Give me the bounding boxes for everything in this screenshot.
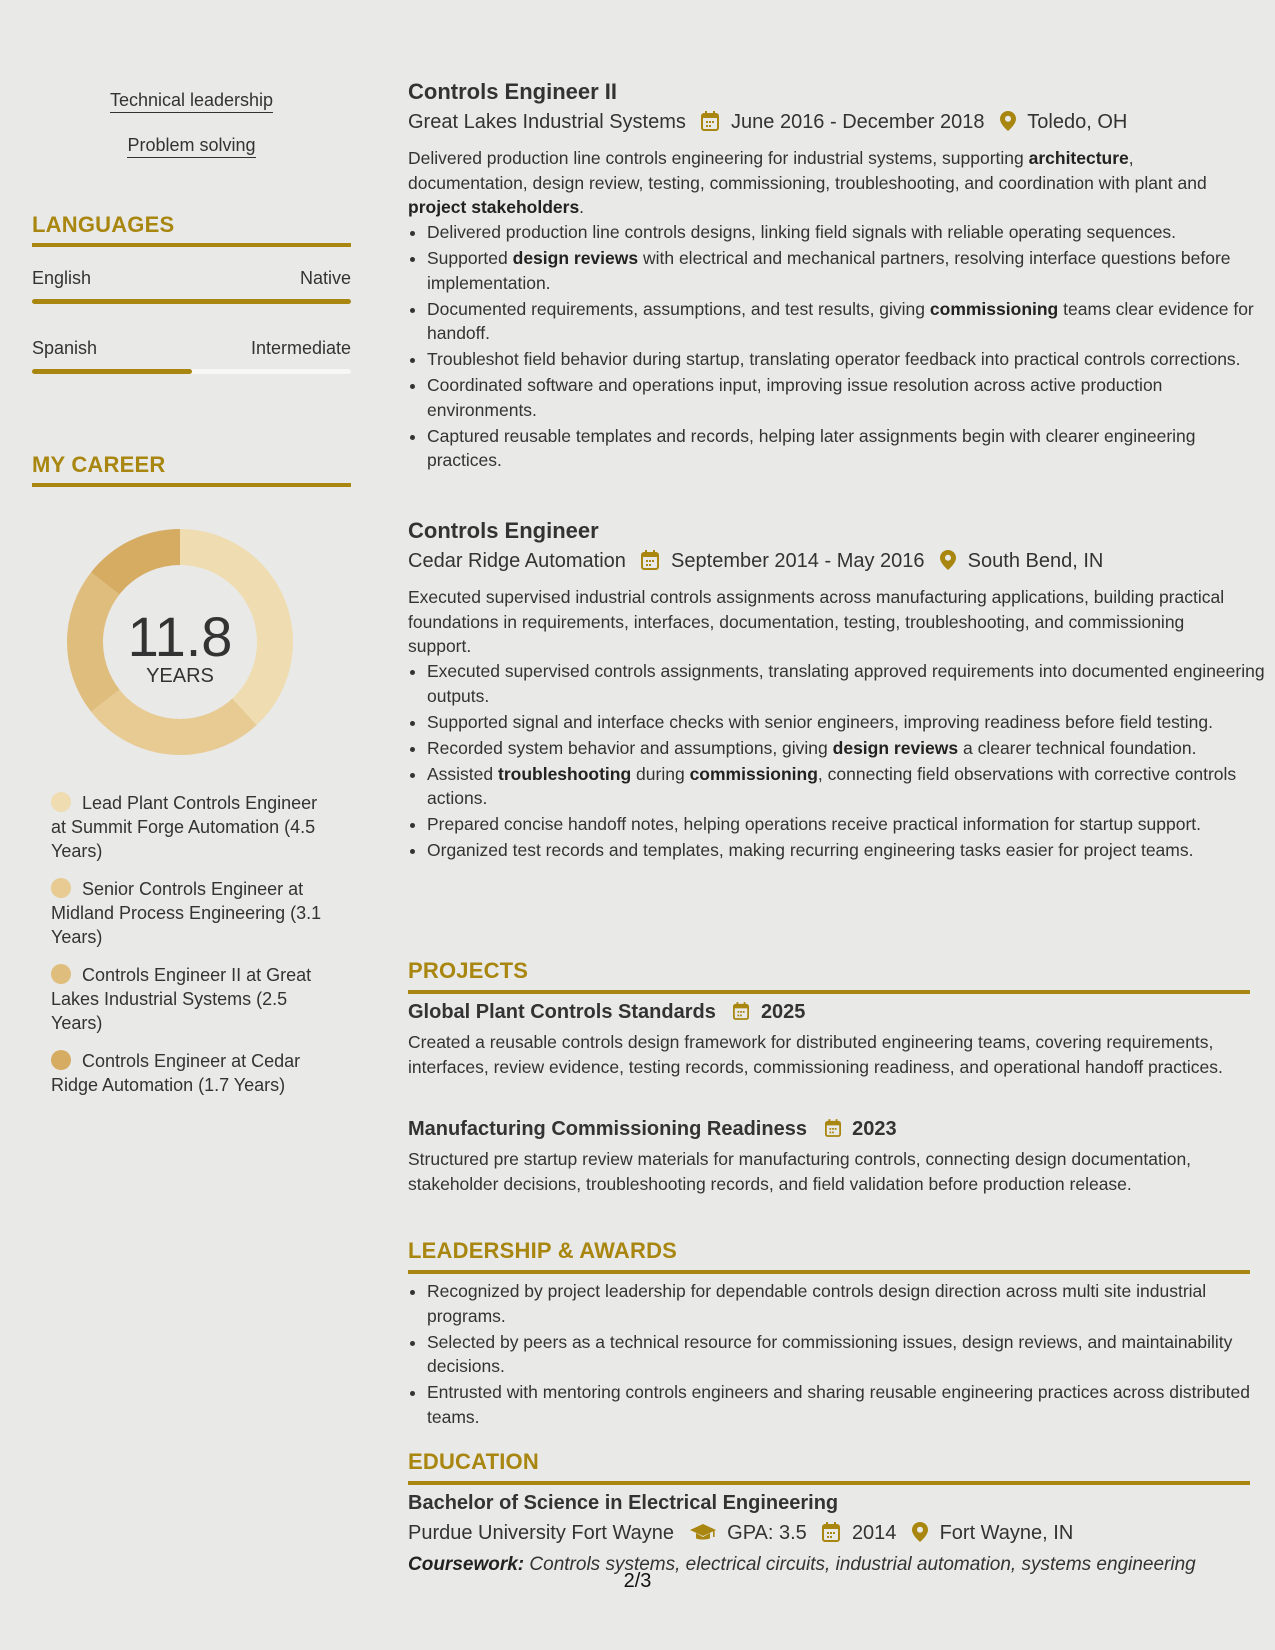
calendar-icon bbox=[825, 1119, 841, 1137]
project-description: Structured pre startup review materials for manufacturing controls, connecting design documentation, stakeholder decisions, troubleshooting records, and field validation before production release. bbox=[408, 1149, 1192, 1194]
legend-dot bbox=[51, 792, 71, 812]
company-name: Cedar Ridge Automation bbox=[408, 550, 626, 572]
skill-item: Technical leadership bbox=[32, 89, 351, 111]
job-meta bbox=[408, 111, 1127, 134]
section-title-languages: LANGUAGES bbox=[32, 212, 175, 237]
career-legend-item: Controls Engineer at Cedar Ridge Automation (1.7 Years) bbox=[51, 1051, 301, 1095]
bullet-item: • Supported signal and interface checks with senior engineers, improving readiness before field testing. bbox=[427, 710, 1269, 735]
bullet-item: • Coordinated software and operations input, improving issue resolution across active production environments. bbox=[427, 373, 1269, 422]
bullet-item: • Delivered production line controls designs, linking field signals with reliable operating sequences. bbox=[427, 220, 1269, 245]
bullet-item: • Selected by peers as a technical resource for commissioning issues, design reviews, and maintainability decisions. bbox=[427, 1330, 1269, 1379]
coursework-list: Controls systems, electrical circuits, industrial automation, systems engineering bbox=[529, 1554, 1196, 1575]
education-section bbox=[408, 1449, 1250, 1485]
language-bar-english bbox=[32, 299, 351, 304]
job-summary: Delivered production line controls engineering for industrial systems, supporting architecture, documentation, design review, testing, commissioning, troubleshooting, and coordination with plant and project stakeholders. bbox=[408, 148, 1207, 217]
bullet-item: • Prepared concise handoff notes, helping operations receive practical information for startup support. bbox=[427, 812, 1269, 837]
career-legend-item: Lead Plant Controls Engineer at Summit Forge Automation (4.5 Years) bbox=[51, 793, 318, 861]
job-location: Toledo, OH bbox=[1027, 111, 1128, 133]
job-bullets bbox=[408, 220, 1269, 474]
legend-dot bbox=[51, 878, 71, 898]
job-location: South Bend, IN bbox=[967, 550, 1104, 572]
section-title-leadership: LEADERSHIP & AWARDS bbox=[408, 1238, 678, 1263]
calendar-icon bbox=[822, 1522, 840, 1542]
project-year: 2025 bbox=[760, 1001, 806, 1023]
bullet-item: • Supported design reviews with electrical and mechanical partners, resolving interface questions before implementation. bbox=[427, 246, 1269, 295]
bullet-item: • Recognized by project leadership for dependable controls design direction across multi site industrial programs. bbox=[427, 1279, 1269, 1328]
project-year: 2023 bbox=[852, 1118, 897, 1140]
location-pin-icon bbox=[940, 550, 956, 570]
bullet-item: • Assisted troubleshooting during commissioning, connecting field observations with corrective controls actions. bbox=[427, 762, 1269, 811]
leadership-bullets bbox=[408, 1279, 1269, 1431]
project-description: Created a reusable controls design framework for distributed engineering teams, covering requirements, interfaces, review evidence, testing records, commissioning readiness, and operational handoff practices. bbox=[408, 1032, 1223, 1077]
company-name: Great Lakes Industrial Systems bbox=[408, 111, 686, 133]
career-donut-chart bbox=[67, 529, 293, 755]
location-pin-icon bbox=[912, 1522, 928, 1542]
calendar-icon bbox=[701, 111, 719, 131]
job-meta bbox=[408, 550, 1103, 573]
section-title-career: MY CAREER bbox=[32, 452, 166, 477]
language-bar-fill bbox=[32, 299, 351, 304]
bullet-item: • Recorded system behavior and assumptions, giving design reviews a clearer technical foundation. bbox=[427, 736, 1269, 761]
career-total-unit: YEARS bbox=[146, 665, 214, 687]
bullet-item: • Captured reusable templates and records, helping later assignments begin with clearer engineering practices. bbox=[427, 424, 1269, 473]
leadership-section bbox=[408, 1238, 1250, 1274]
project-title: Global Plant Controls Standards 2025 bbox=[408, 1001, 806, 1023]
degree-title: Bachelor of Science in Electrical Engineering bbox=[408, 1492, 839, 1514]
legend-dot bbox=[51, 1050, 71, 1070]
section-rule bbox=[32, 243, 351, 247]
job-dates: September 2014 - May 2016 bbox=[671, 550, 925, 572]
language-bar-fill bbox=[32, 369, 192, 374]
bullet-item: • Documented requirements, assumptions, and test results, giving commissioning teams clear evidence for handoff. bbox=[427, 297, 1269, 346]
gpa: GPA: 3.5 bbox=[727, 1522, 807, 1544]
job-summary: Executed supervised industrial controls assignments across manufacturing applications, building practical foundations in requirements, interfaces, documentation, testing, troubleshooting, and commissioning support. bbox=[408, 587, 1225, 656]
page-number: 2/3 bbox=[623, 1570, 652, 1592]
section-title-projects: PROJECTS bbox=[408, 958, 529, 983]
section-rule bbox=[408, 1270, 1250, 1274]
graduation-cap-icon bbox=[690, 1522, 716, 1542]
section-rule bbox=[408, 990, 1250, 994]
school-name: Purdue University Fort Wayne bbox=[408, 1522, 675, 1544]
job-dates: June 2016 - December 2018 bbox=[731, 111, 985, 133]
projects-section bbox=[408, 958, 1250, 994]
legend-dot bbox=[51, 964, 71, 984]
job-title: Controls Engineer bbox=[408, 518, 599, 543]
language-bar-spanish bbox=[32, 369, 351, 374]
career-total-years: 11.8 bbox=[127, 605, 233, 668]
bullet-item: • Troubleshot field behavior during startup, translating operator feedback into practical controls corrections. bbox=[427, 347, 1269, 372]
project-title: Manufacturing Commissioning Readiness 2023 bbox=[408, 1118, 897, 1140]
section-rule bbox=[408, 1481, 1250, 1485]
bullet-item: • Organized test records and templates, making recurring engineering tasks easier for project teams. bbox=[427, 838, 1269, 863]
language-name: English bbox=[32, 268, 92, 288]
language-name: Spanish bbox=[32, 338, 98, 358]
graduation-year: 2014 bbox=[851, 1522, 897, 1544]
career-legend-item: Controls Engineer II at Great Lakes Industrial Systems (2.5 Years) bbox=[51, 965, 312, 1033]
languages-section bbox=[32, 212, 351, 247]
skill-item: Problem solving bbox=[32, 134, 351, 156]
job-bullets bbox=[408, 659, 1269, 864]
calendar-icon bbox=[641, 550, 659, 570]
section-title-education: EDUCATION bbox=[408, 1449, 539, 1474]
career-legend-item: Senior Controls Engineer at Midland Process Engineering (3.1 Years) bbox=[51, 879, 322, 947]
location-pin-icon bbox=[1000, 111, 1016, 131]
school-location: Fort Wayne, IN bbox=[939, 1522, 1074, 1544]
education-meta bbox=[408, 1522, 1073, 1545]
bullet-item: • Entrusted with mentoring controls engineers and sharing reusable engineering practices across distributed teams. bbox=[427, 1380, 1269, 1429]
career-section bbox=[32, 452, 351, 487]
coursework-label: Coursework: bbox=[408, 1554, 525, 1575]
language-level: Intermediate bbox=[250, 338, 351, 358]
bullet-item: • Executed supervised controls assignments, translating approved requirements into documented engineering outputs. bbox=[427, 659, 1269, 708]
calendar-icon bbox=[733, 1002, 749, 1020]
language-level: Native bbox=[299, 268, 351, 288]
section-rule bbox=[32, 483, 351, 487]
job-title: Controls Engineer II bbox=[408, 79, 618, 104]
